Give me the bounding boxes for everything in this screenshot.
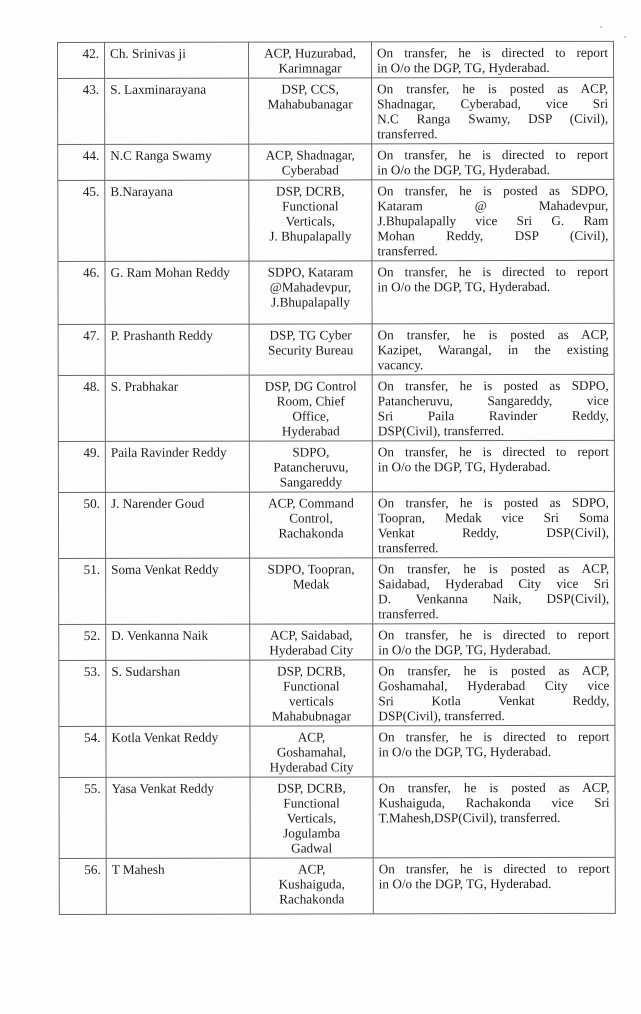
scan-speck xyxy=(600,26,602,28)
posting-line: Jogulamba xyxy=(283,825,341,841)
transfer-remarks-cell xyxy=(372,374,614,441)
remark-line: On transfer, he is directed to report xyxy=(378,728,610,745)
remark-line: Mohan Reddy, DSP (Civil), xyxy=(377,227,609,244)
table-row xyxy=(58,491,614,558)
posting-line: Patancheruvu, xyxy=(273,459,349,475)
posting-line: DSP, DCRB, xyxy=(277,663,346,679)
posting-line: DSP, DCRB, xyxy=(276,183,345,199)
present-posting-cell xyxy=(249,78,372,144)
posting-line: Verticals, xyxy=(285,213,336,229)
present-posting-cell xyxy=(249,441,372,492)
remark-line: DSP(Civil), transferred. xyxy=(378,708,505,724)
table-row xyxy=(59,776,615,858)
table-row xyxy=(59,557,615,624)
remark-line: transferred. xyxy=(377,243,438,259)
remark-line: Toopran, Medak vice Sri Soma xyxy=(377,509,610,526)
posting-line: ACP, Huzurabad, xyxy=(264,45,357,61)
posting-line: ACP, Saidabad, xyxy=(270,627,353,643)
remark-line: in O/o the DGP, TG, Hyderabad. xyxy=(377,161,550,178)
posting-line: @Mahadevpur, xyxy=(269,279,352,295)
remark-line: On transfer, he is directed to report xyxy=(377,443,609,460)
posting-line: J. Bhupalapally xyxy=(269,228,352,244)
officer-name-cell: Soma Venkat Reddy xyxy=(106,558,250,624)
present-posting-cell xyxy=(250,558,373,624)
posting-line: Functional xyxy=(282,198,339,214)
transfer-remarks-cell xyxy=(372,323,614,375)
remark-line: in O/o the DGP, TG, Hyderabad. xyxy=(378,641,551,658)
table-row xyxy=(58,374,614,441)
serial-number-cell: 42. xyxy=(58,42,105,78)
serial-number-cell: 48. xyxy=(58,375,105,441)
present-posting-cell xyxy=(250,777,373,858)
remark-line: On transfer, he is directed to report xyxy=(378,626,610,643)
table-row xyxy=(58,440,614,492)
serial-number-cell: 49. xyxy=(58,441,105,492)
posting-line: Karimnagar xyxy=(278,60,342,76)
posting-line: Goshamahal, xyxy=(276,744,347,760)
remark-line: D. Venkanna Naik, DSP(Civil), xyxy=(378,590,610,607)
present-posting-cell xyxy=(249,375,372,441)
remark-line: Sri Paila Ravinder Reddy, xyxy=(377,407,609,424)
remark-line: On transfer, he is posted as SDPO, xyxy=(377,377,609,394)
remark-line: Saidabad, Hyderabad City vice Sri xyxy=(378,575,610,592)
officer-name-cell: P. Prashanth Reddy xyxy=(105,324,249,375)
posting-line: Cyberabad xyxy=(281,162,339,178)
table-row xyxy=(59,725,615,777)
officer-name-cell: T Mahesh xyxy=(106,858,250,914)
posting-line: Office, xyxy=(292,408,330,424)
remark-line: Kazipet, Warangal, in the existing xyxy=(377,341,609,358)
remark-line: On transfer, he is posted as ACP, xyxy=(378,662,610,679)
officer-name-cell: Kotla Venkat Reddy xyxy=(106,726,250,777)
officer-name-cell: Ch. Srinivas ji xyxy=(105,42,249,78)
posting-line: Security Bureau xyxy=(267,342,354,358)
officer-name-cell: J. Narender Goud xyxy=(105,492,249,558)
remark-line: transferred. xyxy=(377,126,438,142)
posting-line: Room, Chief xyxy=(276,393,345,409)
remark-line: Kataram @ Mahadevpur, xyxy=(377,197,609,214)
remark-line: in O/o the DGP, TG, Hyderabad. xyxy=(377,458,551,475)
officer-name-cell: Yasa Venkat Reddy xyxy=(106,777,250,858)
remark-line: T.Mahesh,DSP(Civil), transferred. xyxy=(378,809,561,826)
posting-line: Sangareddy xyxy=(279,474,343,490)
officer-name-cell: B.Narayana xyxy=(105,180,249,261)
table-row xyxy=(59,623,615,660)
remark-line: transferred. xyxy=(378,606,439,622)
remark-line: Sri Kotla Venkat Reddy, xyxy=(378,692,610,709)
posting-line: Hyderabad City xyxy=(269,642,354,658)
transfer-remarks-cell xyxy=(372,260,614,324)
posting-line: Hyderabad xyxy=(281,423,340,439)
transfer-remarks-cell xyxy=(372,491,614,558)
remark-line: On transfer, he is posted as ACP, xyxy=(377,326,609,343)
posting-line: Hyderabad City xyxy=(269,759,354,775)
posting-line: DSP, CCS, xyxy=(281,81,339,97)
remark-line: Kushaiguda, Rachakonda vice Sri xyxy=(378,794,610,811)
remark-line: On transfer, he is posted as SDPO, xyxy=(377,494,609,511)
posting-line: ACP, xyxy=(297,729,326,745)
table-row xyxy=(58,143,614,180)
table-body xyxy=(58,41,616,914)
serial-number-cell: 44. xyxy=(58,144,105,180)
transfer-remarks-cell xyxy=(373,659,615,726)
serial-number-cell: 50. xyxy=(58,492,105,558)
transfer-remarks-cell xyxy=(372,440,614,492)
transfer-remarks-cell xyxy=(372,41,614,78)
posting-line: Verticals, xyxy=(286,810,337,826)
remark-line: DSP(Civil), transferred. xyxy=(377,423,505,439)
officer-name-cell: D. Venkanna Naik xyxy=(106,624,250,660)
remark-line: Goshamahal, Hyderabad City vice xyxy=(378,677,610,694)
table-row xyxy=(58,41,614,78)
serial-number-cell: 56. xyxy=(59,858,106,914)
remark-line: Shadnagar, Cyberabad, vice Sri xyxy=(377,95,609,112)
transfer-remarks-cell xyxy=(373,857,615,914)
posting-line: SDPO, xyxy=(292,444,330,460)
scan-speck xyxy=(624,36,626,38)
posting-line: SDPO, Kataram xyxy=(267,264,354,280)
posting-line: DSP, DG Control xyxy=(264,378,357,394)
present-posting-cell xyxy=(249,324,372,375)
serial-number-cell: 43. xyxy=(58,78,105,144)
officer-name-cell: Paila Ravinder Reddy xyxy=(105,441,249,492)
serial-number-cell: 53. xyxy=(59,660,106,726)
table-row xyxy=(58,77,614,144)
posting-line: Control, xyxy=(289,510,333,526)
serial-number-cell: 54. xyxy=(59,726,106,777)
present-posting-cell xyxy=(250,726,373,777)
present-posting-cell xyxy=(250,858,373,914)
posting-line: Rachakonda xyxy=(279,891,345,907)
remark-line: On transfer, he is directed to report xyxy=(377,44,609,61)
posting-line: ACP, Command xyxy=(268,495,354,511)
present-posting-cell xyxy=(249,180,372,261)
posting-line: ACP, Shadnagar, xyxy=(265,147,355,163)
remark-line: in O/o the DGP, TG, Hyderabad. xyxy=(378,875,552,892)
transfer-remarks-cell xyxy=(373,725,615,777)
posting-line: verticals xyxy=(289,693,334,709)
remark-line: J.Bhupalapally vice Sri G. Ram xyxy=(377,212,609,229)
table-row xyxy=(59,857,615,914)
transfer-remarks-cell xyxy=(373,776,615,858)
remark-line: Patancheruvu, Sangareddy, vice xyxy=(377,392,609,409)
remark-line: On transfer, he is directed to report xyxy=(378,860,610,877)
serial-number-cell: 52. xyxy=(59,624,106,660)
transfer-remarks-cell xyxy=(373,623,615,660)
table-row xyxy=(58,323,614,375)
serial-number-cell: 47. xyxy=(58,324,105,375)
posting-line: Mahabubnagar xyxy=(271,708,351,724)
posting-line: DSP, DCRB, xyxy=(277,780,346,796)
transfer-orders-table xyxy=(57,41,616,915)
posting-line: J.Bhupalapally xyxy=(271,294,350,310)
remark-line: in O/o the DGP, TG, Hyderabad. xyxy=(378,743,552,760)
remark-line: in O/o the DGP, TG, Hyderabad. xyxy=(377,59,550,76)
posting-line: Functional xyxy=(283,678,340,694)
posting-line: Rachakonda xyxy=(278,525,344,541)
present-posting-cell xyxy=(249,42,372,78)
transfer-remarks-cell xyxy=(372,179,614,261)
present-posting-cell xyxy=(250,660,373,726)
officer-name-cell: G. Ram Mohan Reddy xyxy=(105,261,249,324)
present-posting-cell xyxy=(249,261,372,324)
posting-line: Kushaiguda, xyxy=(278,876,345,892)
remark-line: On transfer, he is posted as ACP, xyxy=(377,80,609,97)
present-posting-cell xyxy=(250,624,373,660)
officer-name-cell: S. Sudarshan xyxy=(106,660,250,726)
serial-number-cell: 46. xyxy=(58,261,105,324)
posting-line: Medak xyxy=(292,576,330,592)
serial-number-cell: 55. xyxy=(59,777,106,858)
officer-name-cell: S. Prabhakar xyxy=(105,375,249,441)
remark-line: On transfer, he is directed to report xyxy=(377,263,609,280)
remark-line: in O/o the DGP, TG, Hyderabad. xyxy=(377,278,551,295)
remark-line: On transfer, he is posted as ACP, xyxy=(378,779,610,796)
remark-line: Venkat Reddy, DSP(Civil), xyxy=(378,524,610,541)
posting-line: SDPO, Toopran, xyxy=(267,561,355,577)
posting-line: DSP, TG Cyber xyxy=(269,327,352,343)
remark-line: transferred. xyxy=(378,540,439,556)
remark-line: vacancy. xyxy=(377,357,424,373)
transfer-remarks-cell xyxy=(373,557,615,624)
serial-number-cell: 45. xyxy=(58,180,105,261)
officer-name-cell: N.C Ranga Swamy xyxy=(105,144,249,180)
present-posting-cell xyxy=(249,144,372,180)
present-posting-cell xyxy=(249,492,372,558)
table-row xyxy=(59,659,615,726)
transfer-remarks-cell xyxy=(372,143,614,180)
remark-line: On transfer, he is posted as SDPO, xyxy=(377,182,609,199)
posting-line: ACP, xyxy=(297,861,326,877)
remark-line: On transfer, he is posted as ACP, xyxy=(378,560,610,577)
officer-name-cell: S. Laxminarayana xyxy=(105,78,249,144)
serial-number-cell: 51. xyxy=(59,558,106,624)
posting-line: Mahabubanagar xyxy=(267,96,353,112)
posting-line: Gadwal xyxy=(291,840,333,856)
table-row xyxy=(58,179,614,261)
table-row xyxy=(58,260,614,324)
remark-line: N.C Ranga Swamy, DSP (Civil), xyxy=(377,110,609,127)
remark-line: On transfer, he is directed to report xyxy=(377,146,609,163)
posting-line: Functional xyxy=(283,795,340,811)
transfer-remarks-cell xyxy=(372,77,614,144)
